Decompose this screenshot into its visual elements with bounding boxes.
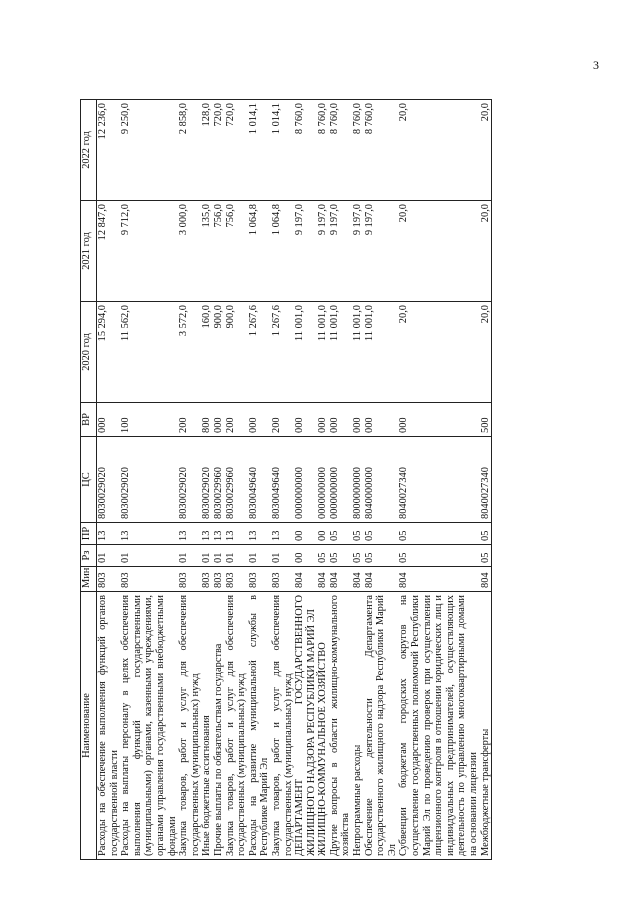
cell-amount-2022: 1 014,1 <box>248 100 271 201</box>
cell-cs: 8030029020 <box>178 437 201 523</box>
cell-amount-2021: 9 712,0 <box>120 201 178 302</box>
cell-vr: 800 000 200 <box>201 403 247 437</box>
cell-amount-2020: 11 001,0 11 001,0 <box>352 302 398 403</box>
cell-name: ЖИЛИЩНО-КОММУНАЛЬНОЕ ХОЗЯЙСТВО Другие вопросы в области жилищно-коммунального хозяйства <box>317 592 352 860</box>
cell-amount-2020: 11 562,0 <box>120 302 178 403</box>
cell-vr: 100 <box>120 403 178 437</box>
cell-amount-2020: 3 572,0 <box>178 302 201 403</box>
col-header-2020: 2020 год <box>81 302 97 403</box>
cell-amount-2021: 12 847,0 <box>97 201 121 302</box>
cell-vr: 000 000 <box>317 403 352 437</box>
table-row <box>317 100 352 860</box>
cell-pr: 00 <box>294 523 317 545</box>
cell-pr: 05 <box>480 523 492 545</box>
cell-min: 803 803 803 <box>201 567 247 592</box>
cell-amount-2022: 9 250,0 <box>120 100 178 201</box>
cell-amount-2022: 8 760,0 8 760,0 <box>352 100 398 201</box>
col-header-2021: 2021 год <box>81 201 97 302</box>
cell-vr: 000 <box>294 403 317 437</box>
col-header-2022: 2022 год <box>81 100 97 201</box>
table-row <box>97 100 121 860</box>
cell-cs: 0000000000 0000000000 <box>317 437 352 523</box>
col-header-cs: ЦС <box>81 437 97 523</box>
cell-amount-2022: 2 858,0 <box>178 100 201 201</box>
cell-name: Непрограммные расходы Обеспечение деятельности Департамента государственного жилищного надзора Республики Марий Эл <box>352 592 398 860</box>
table-row <box>352 100 398 860</box>
cell-amount-2020: 15 294,0 <box>97 302 121 403</box>
cell-amount-2021: 9 197,0 <box>294 201 317 302</box>
table-row <box>201 100 247 860</box>
cell-pr: 13 <box>120 523 178 545</box>
cell-rz: 05 05 <box>317 545 352 567</box>
cell-amount-2022: 8 760,0 <box>294 100 317 201</box>
cell-rz: 05 <box>480 545 492 567</box>
cell-pr: 05 <box>398 523 479 545</box>
cell-name: ДЕПАРТАМЕНТ ГОСУДАРСТВЕННОГО ЖИЛИЩНОГО НАДЗОРА РЕСПУБЛИКИ МАРИЙ ЭЛ <box>294 592 317 860</box>
cell-pr: 13 <box>271 523 294 545</box>
cell-amount-2021: 1 064,8 <box>248 201 271 302</box>
cell-cs: 0000000000 <box>294 437 317 523</box>
page-number: 3 <box>593 58 599 72</box>
cell-rz: 01 <box>271 545 294 567</box>
cell-rz: 00 <box>294 545 317 567</box>
cell-vr: 200 <box>271 403 294 437</box>
cell-min: 803 <box>271 567 294 592</box>
cell-pr: 13 <box>178 523 201 545</box>
cell-vr: 000 000 <box>352 403 398 437</box>
cell-amount-2020: 1 267,6 <box>248 302 271 403</box>
cell-vr: 500 <box>480 403 492 437</box>
cell-cs: 8030029020 <box>120 437 178 523</box>
cell-name: Расходы на обеспечение выполнения функций органов государственной власти <box>97 592 121 860</box>
cell-rz: 05 <box>398 545 479 567</box>
cell-vr: 200 <box>178 403 201 437</box>
cell-amount-2020: 11 001,0 <box>294 302 317 403</box>
cell-vr: 000 <box>248 403 271 437</box>
cell-name: Закупка товаров, работ и услуг для обеспечения государственных (муниципальных) нужд <box>271 592 294 860</box>
cell-amount-2020: 20,0 <box>398 302 479 403</box>
cell-min: 804 804 <box>352 567 398 592</box>
cell-amount-2022: 20,0 <box>398 100 479 201</box>
cell-amount-2020: 11 001,0 11 001,0 <box>317 302 352 403</box>
cell-amount-2021: 20,0 <box>480 201 492 302</box>
cell-min: 804 <box>480 567 492 592</box>
cell-rz: 01 <box>97 545 121 567</box>
cell-cs: 8030029020 8030029960 8030029960 <box>201 437 247 523</box>
table-row <box>178 100 201 860</box>
col-header-min: Мин <box>81 567 97 592</box>
col-header-vr: ВР <box>81 403 97 437</box>
cell-name: Расходы на развитие муниципальной службы в Республике Марий Эл <box>248 592 271 860</box>
table-header-row <box>81 100 97 860</box>
cell-cs: 8030049640 <box>248 437 271 523</box>
cell-pr: 05 05 <box>352 523 398 545</box>
cell-min: 804 <box>398 567 479 592</box>
cell-min: 804 <box>294 567 317 592</box>
cell-amount-2021: 1 064,8 <box>271 201 294 302</box>
col-header-pr: ПР <box>81 523 97 545</box>
table-row <box>120 100 178 860</box>
table-row <box>248 100 271 860</box>
table-row <box>294 100 317 860</box>
cell-amount-2022: 1 014,1 <box>271 100 294 201</box>
cell-pr: 13 <box>248 523 271 545</box>
cell-cs: 8000000000 8040000000 <box>352 437 398 523</box>
cell-amount-2021: 135,0 756,0 756,0 <box>201 201 247 302</box>
table-row <box>398 100 479 860</box>
cell-amount-2022: 20,0 <box>480 100 492 201</box>
cell-amount-2022: 128,0 720,0 720,0 <box>201 100 247 201</box>
cell-rz: 01 01 01 <box>201 545 247 567</box>
cell-amount-2022: 12 236,0 <box>97 100 121 201</box>
cell-rz: 01 <box>120 545 178 567</box>
table-row <box>480 100 492 860</box>
cell-rz: 05 05 <box>352 545 398 567</box>
cell-cs: 8040027340 <box>398 437 479 523</box>
cell-name: Межбюджетные трансферты <box>480 592 492 860</box>
cell-amount-2021: 20,0 <box>398 201 479 302</box>
cell-pr: 00 05 <box>317 523 352 545</box>
cell-amount-2020: 20,0 <box>480 302 492 403</box>
cell-min: 803 <box>178 567 201 592</box>
cell-cs: 8030049640 <box>271 437 294 523</box>
cell-name: Расходы на выплаты персоналу в целях обеспечения выполнения функций государственными (муниципальными) органами, казенными учреждениями, органами управления государственными внебюджетными фондами <box>120 592 178 860</box>
cell-cs: 8030029020 <box>97 437 121 523</box>
cell-rz: 01 <box>178 545 201 567</box>
cell-name: Закупка товаров, работ и услуг для обеспечения государственных (муниципальных) нужд <box>178 592 201 860</box>
cell-min: 803 <box>120 567 178 592</box>
cell-vr: 000 <box>97 403 121 437</box>
cell-name: Иные бюджетные ассигнования Прочие выплаты по обязательствам государства Закупка товаров, работ и услуг для обеспечения государственных (муниципальных) нужд <box>201 592 247 860</box>
cell-amount-2021: 3 000,0 <box>178 201 201 302</box>
cell-cs: 8040027340 <box>480 437 492 523</box>
col-header-name: Наименование <box>81 592 97 860</box>
cell-vr: 000 <box>398 403 479 437</box>
cell-amount-2022: 8 760,0 8 760,0 <box>317 100 352 201</box>
col-header-rz: Рз <box>81 545 97 567</box>
cell-pr: 13 13 13 <box>201 523 247 545</box>
cell-amount-2021: 9 197,0 9 197,0 <box>352 201 398 302</box>
cell-amount-2021: 9 197,0 9 197,0 <box>317 201 352 302</box>
cell-name: Субвенции бюджетам городских округов на осуществление государственных полномочий Республики Марий Эл по проведению проверок при осуществлении лицензионного контроля в отношении юридических лиц и индивидуальных предпринимателей, осуществляющих деятельность по управлению многоквартирными домами на основании лицензии <box>398 592 479 860</box>
cell-min: 803 <box>248 567 271 592</box>
cell-pr: 13 <box>97 523 121 545</box>
cell-min: 804 804 <box>317 567 352 592</box>
table-row <box>271 100 294 860</box>
cell-min: 803 <box>97 567 121 592</box>
cell-amount-2020: 1 267,6 <box>271 302 294 403</box>
cell-rz: 01 <box>248 545 271 567</box>
budget-table <box>80 99 492 860</box>
cell-amount-2020: 160,0 900,0 900,0 <box>201 302 247 403</box>
rotated-budget-table-page <box>80 100 560 860</box>
